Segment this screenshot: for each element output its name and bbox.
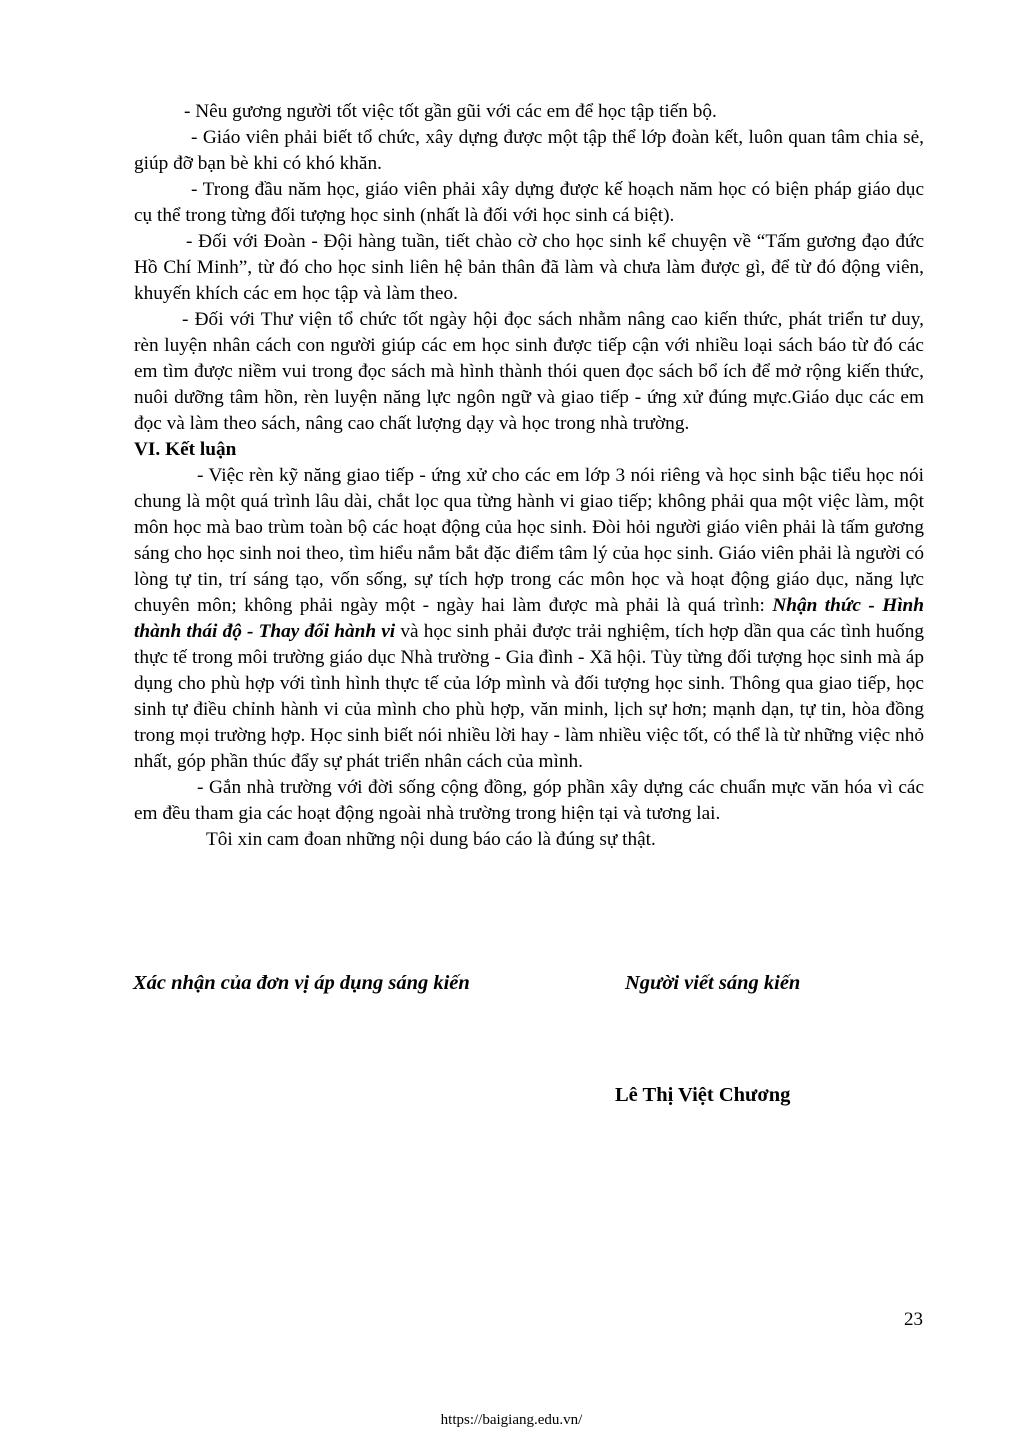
paragraph-year-plan: - Trong đầu năm học, giáo viên phải xây dựng được kế hoạch năm học có biện pháp giáo dục cụ thể trong từng đối tượng học sinh (nhất là đối với học sinh cá biệt). — [134, 179, 924, 226]
paragraph-class-unity: - Giáo viên phải biết tổ chức, xây dựng được một tập thể lớp đoàn kết, luôn quan tâm chia sẻ, giúp đỡ bạn bè khi có khó khăn. — [134, 127, 924, 174]
page-number: 23 — [904, 1309, 923, 1330]
section-heading: VI. Kết luận — [134, 439, 237, 460]
signature-left-label: Xác nhận của đơn vị áp dụng sáng kiến — [133, 972, 470, 994]
author-name: Lê Thị Việt Chương — [615, 1084, 791, 1106]
paragraph-example: - Nêu gương người tốt việc tốt gần gũi với các em để học tập tiến bộ. — [184, 101, 717, 122]
conclusion-text-1: - Việc rèn kỹ năng giao tiếp - ứng xử cho các em lớp 3 nói riêng và học sinh bậc tiểu học nói chung là một quá trình lâu dài, chắt lọc qua từng hành vi giao tiếp; không phải qua một việc làm, một môn học mà bao trùm toàn bộ các hoạt động của học sinh. Đòi hỏi người giáo viên phải là tấm gương sáng cho học sinh noi theo, tìm hiểu nắm bắt đặc điểm tâm lý của học sinh. Giáo viên phải là người có lòng tự tin, trí sáng tạo, vốn sống, sự tích hợp trong các môn học và hoạt động giáo dục, năng lực chuyên môn; không phải ngày một - ngày hai làm được mà phải là quá trình: — [134, 465, 924, 616]
closing-statement: Tôi xin cam đoan những nội dung báo cáo là đúng sự thật. — [206, 829, 656, 850]
signature-right-label: Người viết sáng kiến — [625, 972, 801, 994]
conclusion-text-2: và học sinh phải được trải nghiệm, tích hợp dần qua các tình huống thực tế trong môi trường giáo dục Nhà trường - Gia đình - Xã hội. Tùy từng đối tượng học sinh mà áp dụng cho phù hợp với tình hình thực tế của lớp mình và đối tượng học sinh. Thông qua giao tiếp, học sinh tự điều chỉnh hành vi của mình cho phù hợp, văn minh, lịch sự hơn; mạnh dạn, tự tin, hòa đồng trong mọi trường hợp. Học sinh biết nói nhiều lời hay - làm nhiều việc tốt, có thể là từ những việc nhỏ nhất, góp phần thúc đẩy sự phát triển nhân cách của mình. — [134, 621, 924, 772]
document-body — [134, 99, 924, 853]
paragraph-community: - Gắn nhà trường với đời sống cộng đồng, góp phần xây dựng các chuẩn mực văn hóa vì các em đều tham gia các hoạt động ngoài nhà trường trong hiện tại và tương lai. — [134, 777, 924, 824]
footer-url: https://baigiang.edu.vn/ — [440, 1412, 583, 1428]
paragraph-library: - Đối với Thư viện tổ chức tốt ngày hội đọc sách nhằm nâng cao kiến thức, phát triển tư duy, rèn luyện nhân cách con người giúp các em học sinh được tiếp cận với nhiều loại sách báo từ đó các em tìm được niềm vui trong đọc sách mà hình thành thói quen đọc sách bổ ích để mở rộng kiến thức, nuôi dưỡng tâm hồn, rèn luyện năng lực ngôn ngữ và giao tiếp - ứng xử đúng mực.Giáo dục các em đọc và làm theo sách, nâng cao chất lượng dạy và học trong nhà trường. — [134, 309, 924, 434]
conclusion-emphasis: Nhận thức - Hình thành thái độ - Thay đổi hành vi — [134, 595, 924, 642]
paragraph-youth-union: - Đối với Đoàn - Đội hàng tuần, tiết chào cờ cho học sinh kể chuyện về “Tấm gương đạo đức Hồ Chí Minh”, từ đó cho học sinh liên hệ bản thân đã làm và chưa làm được gì, để từ đó động viên, khuyến khích các em học tập và làm theo. — [134, 231, 924, 304]
paragraph-conclusion — [134, 463, 924, 775]
